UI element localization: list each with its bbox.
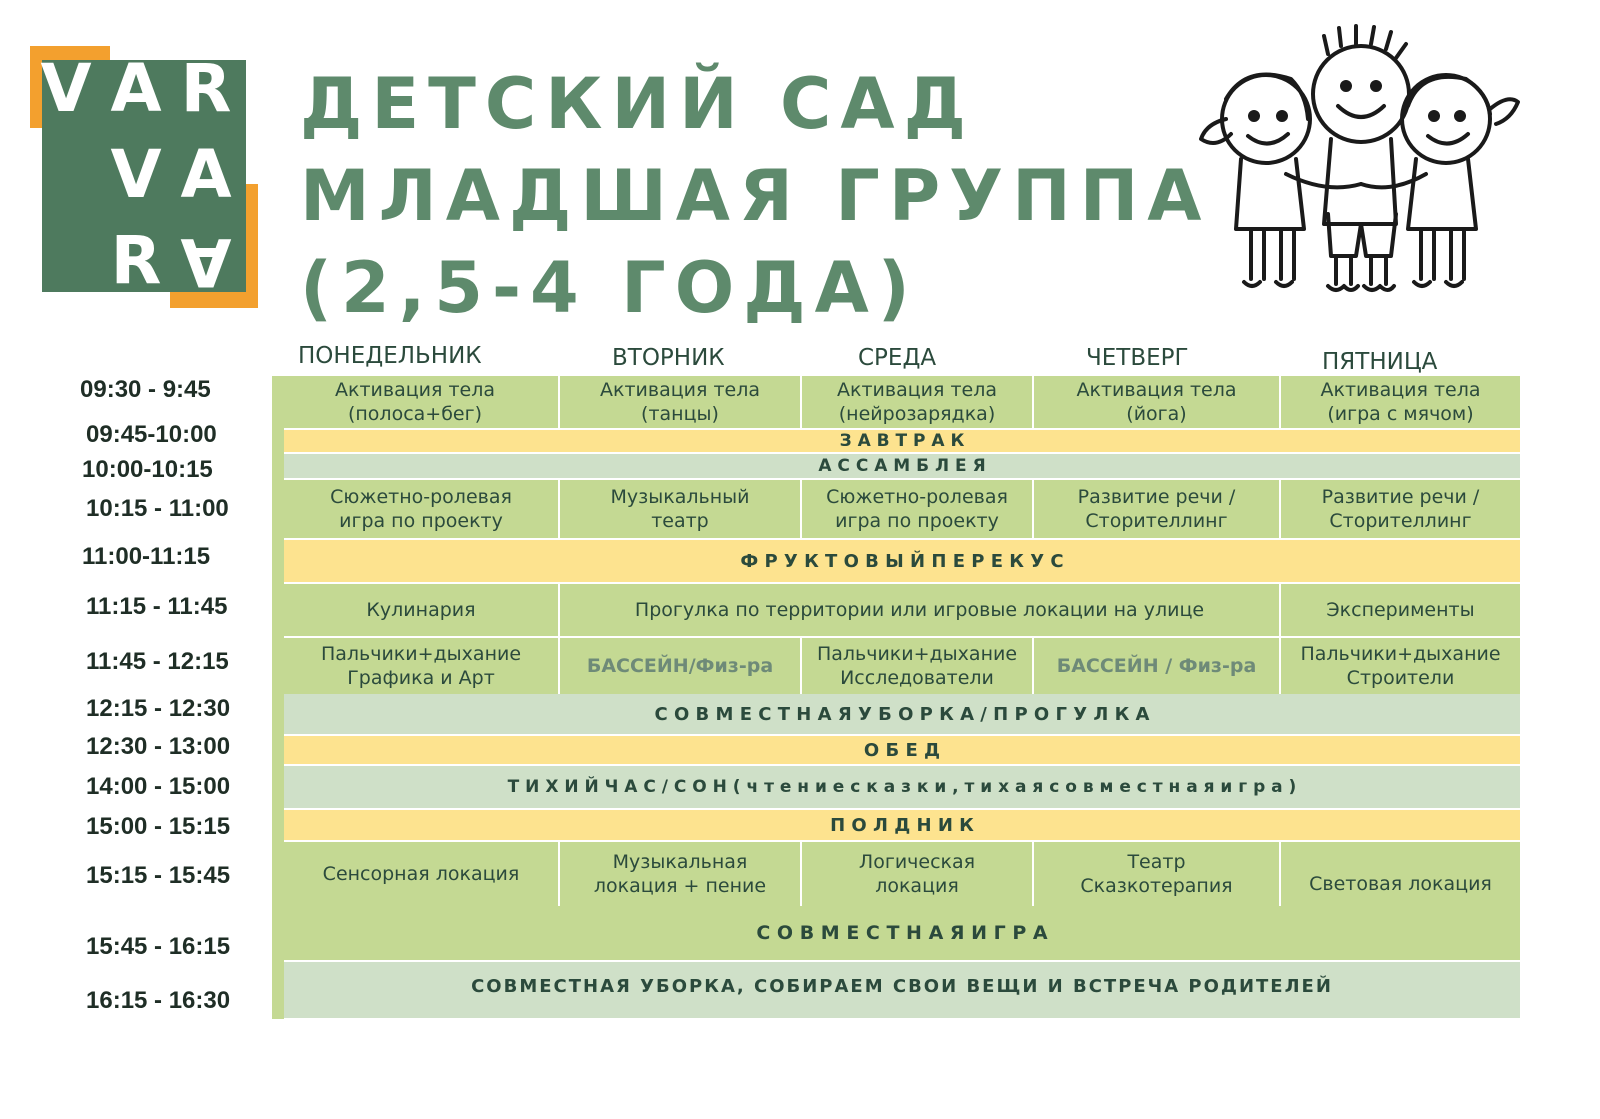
band-breakfast: З А В Т Р А К — [284, 430, 1520, 452]
day-header-monday: ПОНЕДЕЛЬНИК — [298, 343, 482, 369]
logo-letter: R — [180, 50, 232, 127]
cell-morning-thursday: Развитие речи / Сторителлинг — [1034, 480, 1281, 538]
cell-morning-friday: Развитие речи / Сторителлинг — [1281, 480, 1520, 538]
logo-letter: A — [180, 223, 232, 300]
time-slot: 14:00 - 15:00 — [86, 773, 231, 800]
band-cleanup-pickup: СОВМЕСТНАЯ УБОРКА, СОБИРАЕМ СВОИ ВЕЩИ И ВСТРЕЧА РОДИТЕЛЕЙ — [284, 962, 1520, 1018]
time-slot: 15:45 - 16:15 — [86, 933, 231, 960]
cell-noon-wednesday: Пальчики+дыхание Исследователи — [802, 638, 1034, 694]
cell-morning-tuesday: Музыкальный театр — [560, 480, 802, 538]
day-header-friday: ПЯТНИЦА — [1322, 349, 1438, 375]
logo-letter: A — [180, 136, 232, 213]
day-header-wednesday: СРЕДА — [858, 345, 937, 371]
cell-activation-wednesday: Активация тела (нейрозарядка) — [802, 376, 1034, 428]
day-header-tuesday: ВТОРНИК — [612, 345, 725, 371]
day-header-thursday: ЧЕТВЕРГ — [1086, 345, 1189, 371]
cell-walk-outdoor: Прогулка по территории или игровые локации на улице — [560, 584, 1281, 636]
time-slot: 12:15 - 12:30 — [86, 695, 231, 722]
cell-afternoon-thursday: Театр Сказкотерапия — [1034, 842, 1281, 906]
cell-afternoon-tuesday: Музыкальная локация + пение — [560, 842, 802, 906]
logo-letter: R — [110, 222, 162, 299]
cell-late-morning-friday: Эксперименты — [1281, 584, 1520, 636]
time-slot: 15:00 - 15:15 — [86, 813, 231, 840]
band-lunch: О Б Е Д — [284, 736, 1520, 764]
logo-letter: V — [110, 136, 162, 213]
cell-noon-friday: Пальчики+дыхание Строители — [1281, 638, 1520, 694]
time-slot: 12:30 - 13:00 — [86, 733, 231, 760]
cell-activation-friday: Активация тела (игра с мячом) — [1281, 376, 1520, 428]
cell-noon-tuesday: БАССЕЙН/Физ-ра — [560, 638, 802, 694]
cell-afternoon-friday: Световая локация — [1281, 842, 1520, 906]
page-title — [300, 58, 1210, 334]
time-slot: 09:30 - 9:45 — [80, 376, 211, 403]
band-fruit-snack: Ф Р У К Т О В Ы Й П Е Р Е К У С — [284, 540, 1520, 582]
logo-letter: A — [110, 50, 162, 127]
time-slot: 11:00-11:15 — [82, 543, 211, 570]
time-slot: 16:15 - 16:30 — [86, 987, 231, 1014]
cell-activation-tuesday: Активация тела (танцы) — [560, 376, 802, 428]
time-slot: 11:15 - 11:45 — [86, 593, 228, 620]
time-slot: 09:45-10:00 — [86, 421, 217, 448]
time-slot: 15:15 - 15:45 — [86, 862, 231, 889]
band-cleanup-walk: С О В М Е С Т Н А Я У Б О Р К А / П Р О Г У Л К А — [284, 694, 1520, 734]
title-line-1: ДЕТСКИЙ САД — [300, 63, 975, 145]
band-assembly: А С С А М Б Л Е Я — [284, 454, 1520, 478]
cell-morning-monday: Сюжетно-ролевая игра по проекту — [284, 480, 560, 538]
cell-activation-monday: Активация тела (полоса+бег) — [272, 376, 560, 428]
time-slot: 10:15 - 11:00 — [86, 495, 229, 522]
band-afternoon-snack: П О Л Д Н И К — [284, 810, 1520, 840]
logo-letter: V — [40, 50, 92, 127]
title-line-2: МЛАДШАЯ ГРУППА — [300, 155, 1211, 237]
time-slot: 11:45 - 12:15 — [86, 648, 229, 675]
title-line-3: (2,5-4 ГОДА) — [300, 247, 919, 329]
cell-afternoon-wednesday: Логическая локация — [802, 842, 1034, 906]
band-joint-play: С О В М Е С Т Н А Я И Г Р А — [284, 906, 1520, 960]
schedule-left-rail — [272, 376, 284, 1019]
cell-morning-wednesday: Сюжетно-ролевая игра по проекту — [802, 480, 1034, 538]
cell-activation-thursday: Активация тела (йога) — [1034, 376, 1281, 428]
time-slot: 10:00-10:15 — [82, 456, 213, 483]
varvara-logo — [30, 46, 262, 308]
band-nap: Т И Х И Й Ч А С / С О Н ( ч т е н и е с к а з к и , т и х а я с о в м е с т н а я и г р а ) — [284, 766, 1520, 808]
cell-afternoon-monday: Сенсорная локация — [284, 842, 560, 906]
kids-drawing-illustration — [1196, 24, 1526, 300]
cell-noon-monday: Пальчики+дыхание Графика и Арт — [284, 638, 560, 694]
cell-late-morning-monday: Кулинария — [284, 584, 560, 636]
cell-noon-thursday: БАССЕЙН / Физ-ра — [1034, 638, 1281, 694]
